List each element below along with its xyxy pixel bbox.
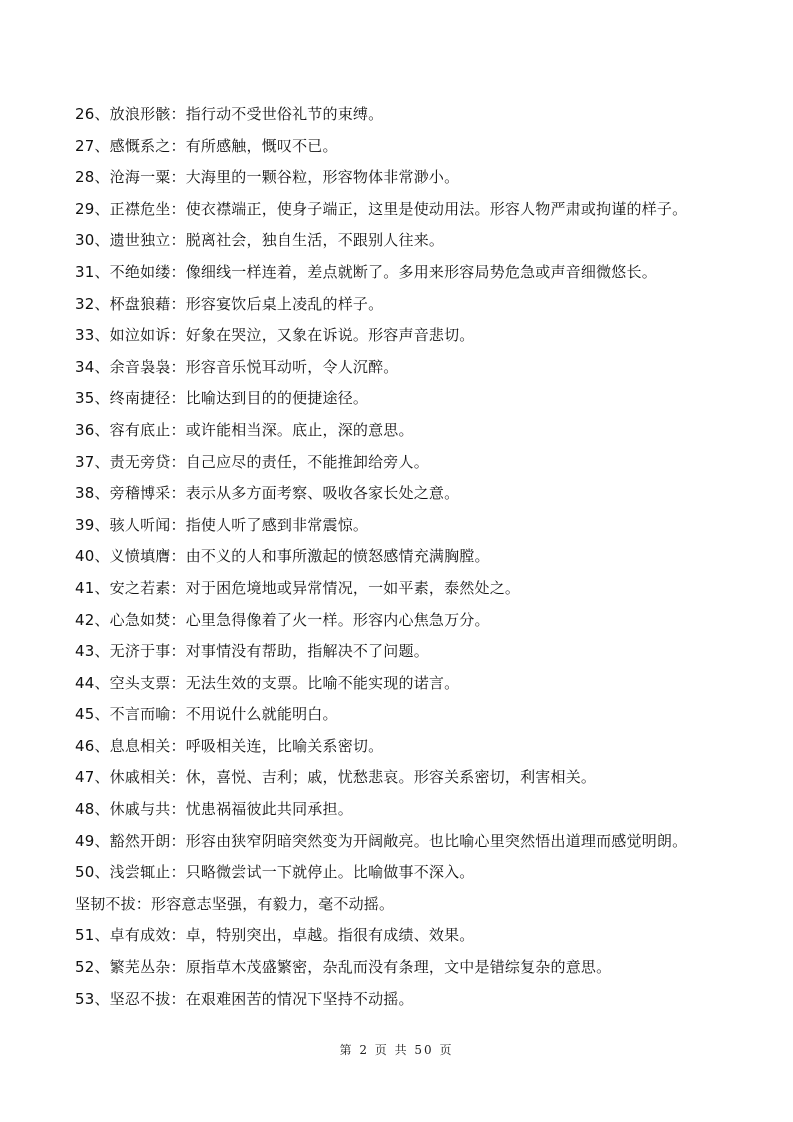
list-item: 53、坚忍不拔：在艰难困苦的情况下坚持不动摇。 <box>75 989 414 1008</box>
list-item: 48、休戚与共：忧患祸福彼此共同承担。 <box>75 800 353 819</box>
list-item: 坚韧不拔：形容意志坚强，有毅力，毫不动摇。 <box>75 894 395 913</box>
list-item: 29、正襟危坐：使衣襟端正，使身子端正，这里是使动用法。形容人物严肃或拘谨的样子。 <box>75 199 688 218</box>
list-item: 46、息息相关：呼吸相关连，比喻关系密切。 <box>75 736 384 755</box>
list-item: 32、杯盘狼藉：形容宴饮后桌上凌乱的样子。 <box>75 294 384 313</box>
list-item: 38、旁稽博采：表示从多方面考察、吸收各家长处之意。 <box>75 484 460 503</box>
list-item: 40、义愤填膺：由不义的人和事所激起的愤怒感情充满胸膛。 <box>75 547 490 566</box>
list-item: 45、不言而喻：不用说什么就能明白。 <box>75 705 338 724</box>
list-item: 36、容有底止：或许能相当深。底止，深的意思。 <box>75 420 414 439</box>
list-item: 49、豁然开朗：形容由狭窄阴暗突然变为开阔敞亮。也比喻心里突然悟出道理而感觉明朗。 <box>75 831 688 850</box>
list-item: 42、心急如焚：心里急得像着了火一样。形容内心焦急万分。 <box>75 610 490 629</box>
list-item: 34、余音袅袅：形容音乐悦耳动听，令人沉醉。 <box>75 357 399 376</box>
list-item: 27、感慨系之：有所感触，慨叹不已。 <box>75 136 338 155</box>
list-item: 35、终南捷径：比喻达到目的的便捷途径。 <box>75 389 369 408</box>
list-item: 39、骇人听闻：指使人听了感到非常震惊。 <box>75 515 369 534</box>
list-item: 41、安之若素：对于困危境地或异常情况，一如平素，泰然处之。 <box>75 578 521 597</box>
list-item: 47、休戚相关：休，喜悦、吉利；戚，忧愁悲哀。形容关系密切，利害相关。 <box>75 768 597 787</box>
list-item: 44、空头支票：无法生效的支票。比喻不能实现的诺言。 <box>75 673 460 692</box>
list-item: 52、繁芜丛杂：原指草木茂盛繁密，杂乱而没有条理，文中是错综复杂的意思。 <box>75 958 612 977</box>
list-item: 37、责无旁贷：自己应尽的责任，不能推卸给旁人。 <box>75 452 429 471</box>
list-item: 31、不绝如缕：像细线一样连着，差点就断了。多用来形容局势危急或声音细微悠长。 <box>75 262 657 281</box>
list-item: 50、浅尝辄止：只略微尝试一下就停止。比喻做事不深入。 <box>75 863 475 882</box>
idiom-list <box>75 99 775 1015</box>
page-number-footer: 第 2 页 共 50 页 <box>339 1043 454 1057</box>
list-item: 26、放浪形骸：指行动不受世俗礼节的束缚。 <box>75 105 384 123</box>
list-item: 33、如泣如诉：好象在哭泣，又象在诉说。形容声音悲切。 <box>75 326 475 345</box>
list-item: 51、卓有成效：卓，特别突出，卓越。指很有成绩、效果。 <box>75 926 475 945</box>
list-item: 43、无济于事：对事情没有帮助，指解决不了问题。 <box>75 642 429 661</box>
list-item: 30、遗世独立：脱离社会，独自生活，不跟别人往来。 <box>75 231 445 250</box>
list-item: 28、沧海一粟：大海里的一颗谷粒，形容物体非常渺小。 <box>75 168 460 187</box>
